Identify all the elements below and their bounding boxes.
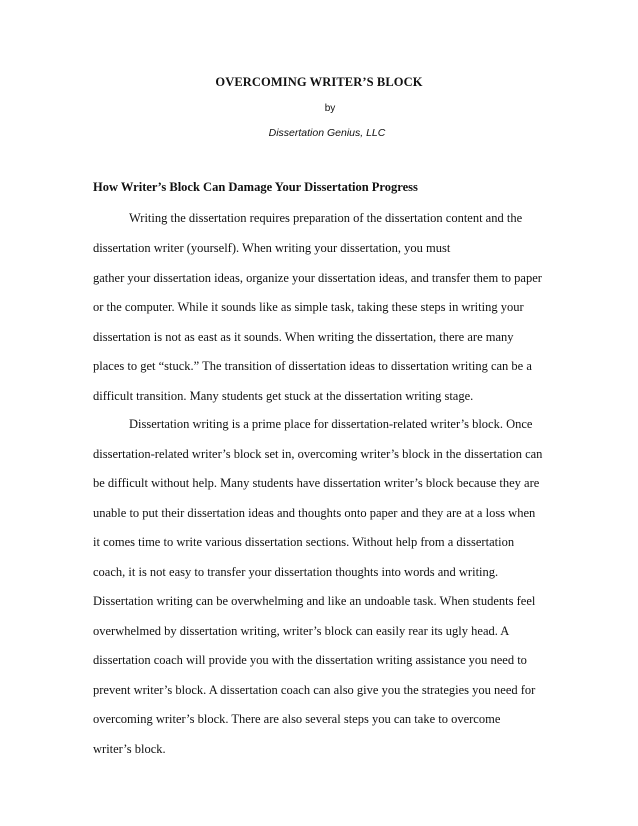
paragraph-line: Writing the dissertation requires preparation of the dissertation content and the [129,211,523,225]
paragraph-line: coach, it is not easy to transfer your dissertation thoughts into words and writing. [93,565,499,579]
paragraph-line: dissertation-related writer’s block set in, overcoming writer’s block in the dissertation can [93,447,543,461]
paragraph-line: be difficult without help. Many students have dissertation writer’s block because they are [93,476,540,490]
paragraph-line: it comes time to write various dissertation sections. Without help from a dissertation [93,535,515,549]
paragraph-line: prevent writer’s block. A dissertation coach can also give you the strategies you need for [93,683,536,697]
paragraph-line: dissertation coach will provide you with the dissertation writing assistance you need to [93,653,527,667]
paragraph-line: dissertation writer (yourself). When writing your dissertation, you must [93,241,451,255]
paragraph-line: difficult transition. Many students get stuck at the dissertation writing stage. [93,389,474,403]
paragraph-line: writer’s block. [93,742,166,756]
byline: by [324,103,336,114]
author-name: Dissertation Genius, LLC [268,127,386,139]
paragraph-line: dissertation is not as east as it sounds. When writing the dissertation, there are many [93,330,514,344]
paragraph-line: gather your dissertation ideas, organize your dissertation ideas, and transfer them to paper [93,271,542,285]
paragraph-line: places to get “stuck.” The transition of dissertation ideas to dissertation writing can be a [93,359,532,373]
paragraph-line: Dissertation writing is a prime place for dissertation-related writer’s block. Once [129,417,533,431]
paragraph-line: overcoming writer’s block. There are also several steps you can take to overcome [93,712,501,726]
document-title: OVERCOMING WRITER’S BLOCK [215,75,423,89]
paragraph-line: unable to put their dissertation ideas and thoughts onto paper and they are at a loss when [93,506,536,520]
paragraph-line: Dissertation writing can be overwhelming and like an undoable task. When students feel [93,594,536,608]
paragraph-line: or the computer. While it sounds like as simple task, taking these steps in writing your [93,300,524,314]
section-heading: How Writer’s Block Can Damage Your Dissertation Progress [93,180,418,194]
paragraph-line: overwhelmed by dissertation writing, writer’s block can easily rear its ugly head. A [93,624,510,638]
